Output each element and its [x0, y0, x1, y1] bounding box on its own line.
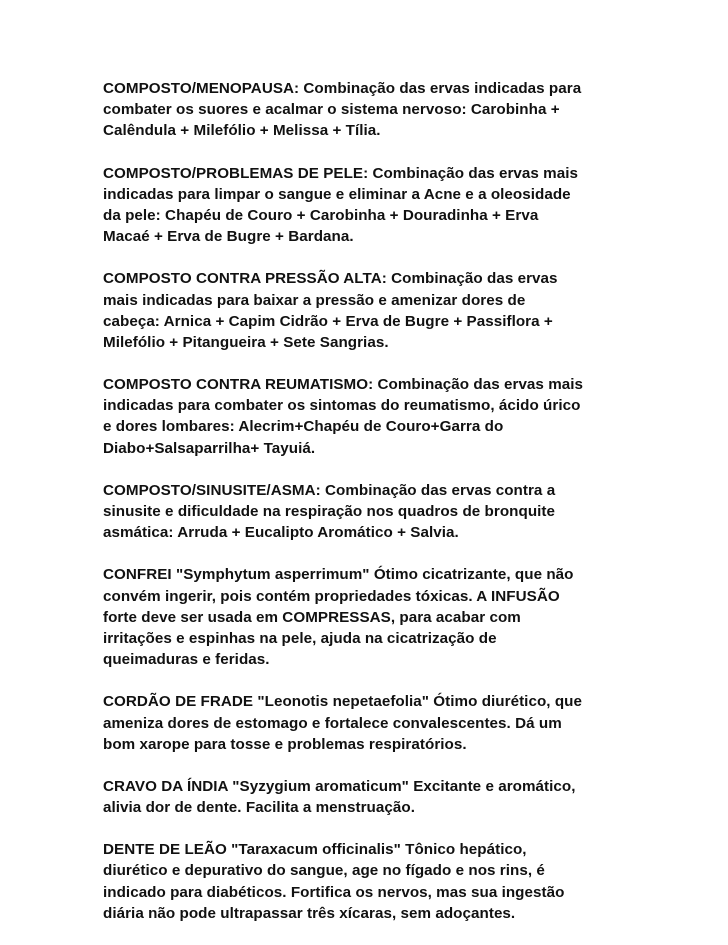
text-line: Diabo+Salsaparrilha+ Tayuiá. — [103, 439, 316, 457]
entry-composto-problemas-de-pele — [103, 163, 643, 248]
text-line: DENTE DE LEÃO "Taraxacum officinalis" Tônico hepático, — [103, 841, 527, 859]
text-line: Milefólio + Pitangueira + Sete Sangrias. — [103, 333, 389, 351]
entry-dente-de-leao — [103, 839, 643, 924]
text-line: alivia dor de dente. Facilita a menstruação. — [103, 799, 415, 817]
text-line: sinusite e dificuldade na respiração nos quadros de bronquite — [103, 503, 556, 520]
entry-cordao-de-frade — [103, 691, 643, 755]
entry-composto-pressao-alta — [103, 268, 643, 353]
document-page — [103, 78, 643, 945]
text-line: irritações e espinhas na pele, ajuda na cicatrização de — [103, 629, 497, 647]
text-line: mais indicadas para baixar a pressão e amenizar dores de — [103, 291, 526, 309]
text-line: COMPOSTO CONTRA REUMATISMO: Combinação das ervas mais — [103, 376, 584, 394]
text-line: asmática: Arruda + Eucalipto Aromático + Salvia. — [103, 524, 459, 542]
text-line: e dores lombares: Alecrim+Chapéu de Couro+Garra do — [103, 418, 504, 436]
entry-composto-reumatismo — [103, 374, 643, 459]
entry-confrei — [103, 564, 643, 670]
text-line: combater os suores e acalmar o sistema nervoso: Carobinha + — [103, 101, 560, 119]
text-line: CORDÃO DE FRADE "Leonotis nepetaefolia" Ótimo diurético, que — [103, 693, 582, 711]
text-line: cabeça: Arnica + Capim Cidrão + Erva de Bugre + Passiflora + — [103, 312, 553, 330]
text-line: diária não pode ultrapassar três xícaras, sem adoçantes. — [103, 904, 516, 922]
text-line: da pele: Chapéu de Couro + Carobinha + Douradinha + Erva — [103, 206, 539, 224]
text-line: COMPOSTO/SINUSITE/ASMA: Combinação das ervas contra a — [103, 481, 556, 499]
text-line: COMPOSTO/MENOPAUSA: Combinação das ervas indicadas para — [103, 80, 582, 97]
entry-composto-sinusite-asma — [103, 480, 643, 544]
text-line: CONFREI "Symphytum asperrimum" Ótimo cicatrizante, que não — [103, 566, 574, 584]
text-line: COMPOSTO/PROBLEMAS DE PELE: Combinação das ervas mais — [103, 164, 578, 182]
text-line: bom xarope para tosse e problemas respiratórios. — [103, 735, 467, 753]
text-line: COMPOSTO CONTRA PRESSÃO ALTA: Combinação das ervas — [103, 270, 558, 288]
text-line: indicadas para limpar o sangue e eliminar a Acne e a oleosidade — [103, 185, 571, 203]
text-line: Macaé + Erva de Bugre + Bardana. — [103, 228, 354, 246]
text-line: indicadas para combater os sintomas do reumatismo, ácido úrico — [103, 397, 581, 415]
text-line: indicado para diabéticos. Fortifica os nervos, mas sua ingestão — [103, 883, 565, 901]
entry-composto-menopausa — [103, 78, 643, 142]
text-line: Calêndula + Milefólio + Melissa + Tília. — [103, 122, 381, 140]
text-line: CRAVO DA ÍNDIA "Syzygium aromaticum" Excitante e aromático, — [103, 777, 576, 795]
text-line: ameniza dores de estomago e fortalece convalescentes. Dá um — [103, 714, 562, 732]
entry-cravo-da-india — [103, 776, 643, 818]
text-line: queimaduras e feridas. — [103, 651, 270, 669]
text-line: diurético e depurativo do sangue, age no fígado e nos rins, é — [103, 862, 545, 880]
text-line: convém ingerir, pois contém propriedades tóxicas. A INFUSÃO — [103, 587, 560, 605]
text-line: forte deve ser usada em COMPRESSAS, para acabar com — [103, 608, 521, 626]
